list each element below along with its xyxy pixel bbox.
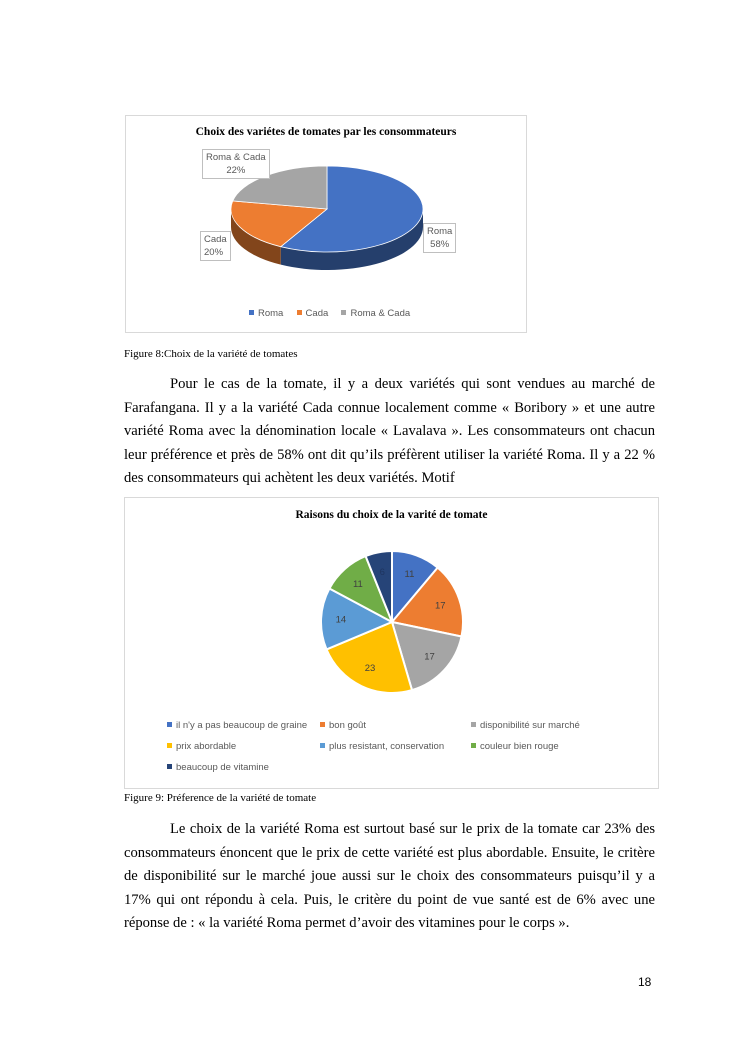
legend-label: couleur bien rouge <box>480 741 559 752</box>
legend-item-roma-cada <box>341 308 410 319</box>
legend-label: Cada <box>305 308 329 319</box>
legend-item-roma <box>249 308 283 319</box>
legend-label: Roma <box>258 308 284 319</box>
data-label: 17 <box>435 600 446 612</box>
data-label: 17 <box>424 651 435 663</box>
legend-item <box>167 762 269 773</box>
legend-item <box>320 720 366 731</box>
data-label: 23 <box>364 663 376 675</box>
legend-swatch <box>471 722 476 727</box>
legend-item <box>471 720 580 731</box>
legend-item <box>320 741 444 752</box>
legend-label: disponibilité sur marché <box>480 720 580 731</box>
paragraph-text: Le choix de la variété Roma est surtout basé sur le prix de la tomate car 23% des consommateurs énoncent que le prix de cette variété est plus abordable. Ensuite, le critère de disponibilité sur le marché joue aussi sur le choix des consommateurs puisqu’il y a 17% qui ont répondu à cela. Puis, le critère du point de vue santé est de 6% avec une réponse de : « la variété Roma permet d’avoir des vitamines pour le corps ». <box>124 821 655 931</box>
label-name: Roma <box>427 226 453 237</box>
legend-swatch <box>320 743 325 748</box>
legend-item <box>167 741 236 752</box>
paragraph-1 <box>124 373 655 491</box>
legend-label: Roma & Cada <box>350 308 411 319</box>
legend-swatch <box>167 764 172 769</box>
chart-title: Choix des variétes de tomates par les consommateurs <box>195 126 457 138</box>
legend-swatch <box>341 310 346 315</box>
page-number: 18 <box>638 975 652 989</box>
figure-9-caption: Figure 9: Préference de la variété de tomate <box>124 792 317 804</box>
data-label: 6 <box>379 566 385 578</box>
legend-label: il n'y a pas beaucoup de graine <box>176 720 308 731</box>
paragraph-2 <box>124 818 655 936</box>
label-value: 22% <box>226 165 246 176</box>
data-label: 14 <box>335 614 347 626</box>
data-label: 11 <box>352 578 363 590</box>
legend <box>249 308 410 319</box>
legend-label: bon goût <box>329 720 366 731</box>
label-name: Cada <box>204 234 227 245</box>
legend-swatch <box>249 310 254 315</box>
legend-swatch <box>167 722 172 727</box>
legend-swatch <box>320 722 325 727</box>
data-label: 11 <box>404 568 415 580</box>
legend-label: beaucoup de vitamine <box>176 762 269 773</box>
chart-reasons <box>124 497 659 789</box>
legend-swatch <box>167 743 172 748</box>
legend-item <box>471 741 559 752</box>
data-label-roma <box>423 223 456 253</box>
chart-title: Raisons du choix de la varité de tomate <box>295 509 488 521</box>
label-name: Roma & Cada <box>206 152 266 163</box>
pie-chart <box>125 498 658 708</box>
data-label-roma-cada <box>202 149 270 179</box>
legend-label: plus resistant, conservation <box>329 741 445 752</box>
pie-3d <box>126 116 526 332</box>
paragraph-text: Pour le cas de la tomate, il y a deux variétés qui sont vendues au marché de Farafangana. Il y a la variété Cada connue localement comme « Boribory » et une autre variété Roma avec la dénomination locale « Lavalava ». Les consommateurs ont chacun leur préférence et près de 58% ont dit qu’ils préfèrent utiliser la variété Roma. Il y a 22 % des consommateurs qui achètent les deux variétés. Motif <box>124 376 655 486</box>
legend-label: prix abordable <box>176 741 237 752</box>
data-label-cada <box>200 231 231 261</box>
figure-8-caption: Figure 8:Choix de la variété de tomates <box>124 348 298 360</box>
label-value: 58% <box>430 239 450 250</box>
chart-varieties <box>125 115 527 333</box>
legend-item-cada <box>297 308 329 319</box>
legend-swatch <box>297 310 302 315</box>
label-value: 20% <box>204 247 224 258</box>
legend-item <box>167 720 307 731</box>
legend-swatch <box>471 743 476 748</box>
